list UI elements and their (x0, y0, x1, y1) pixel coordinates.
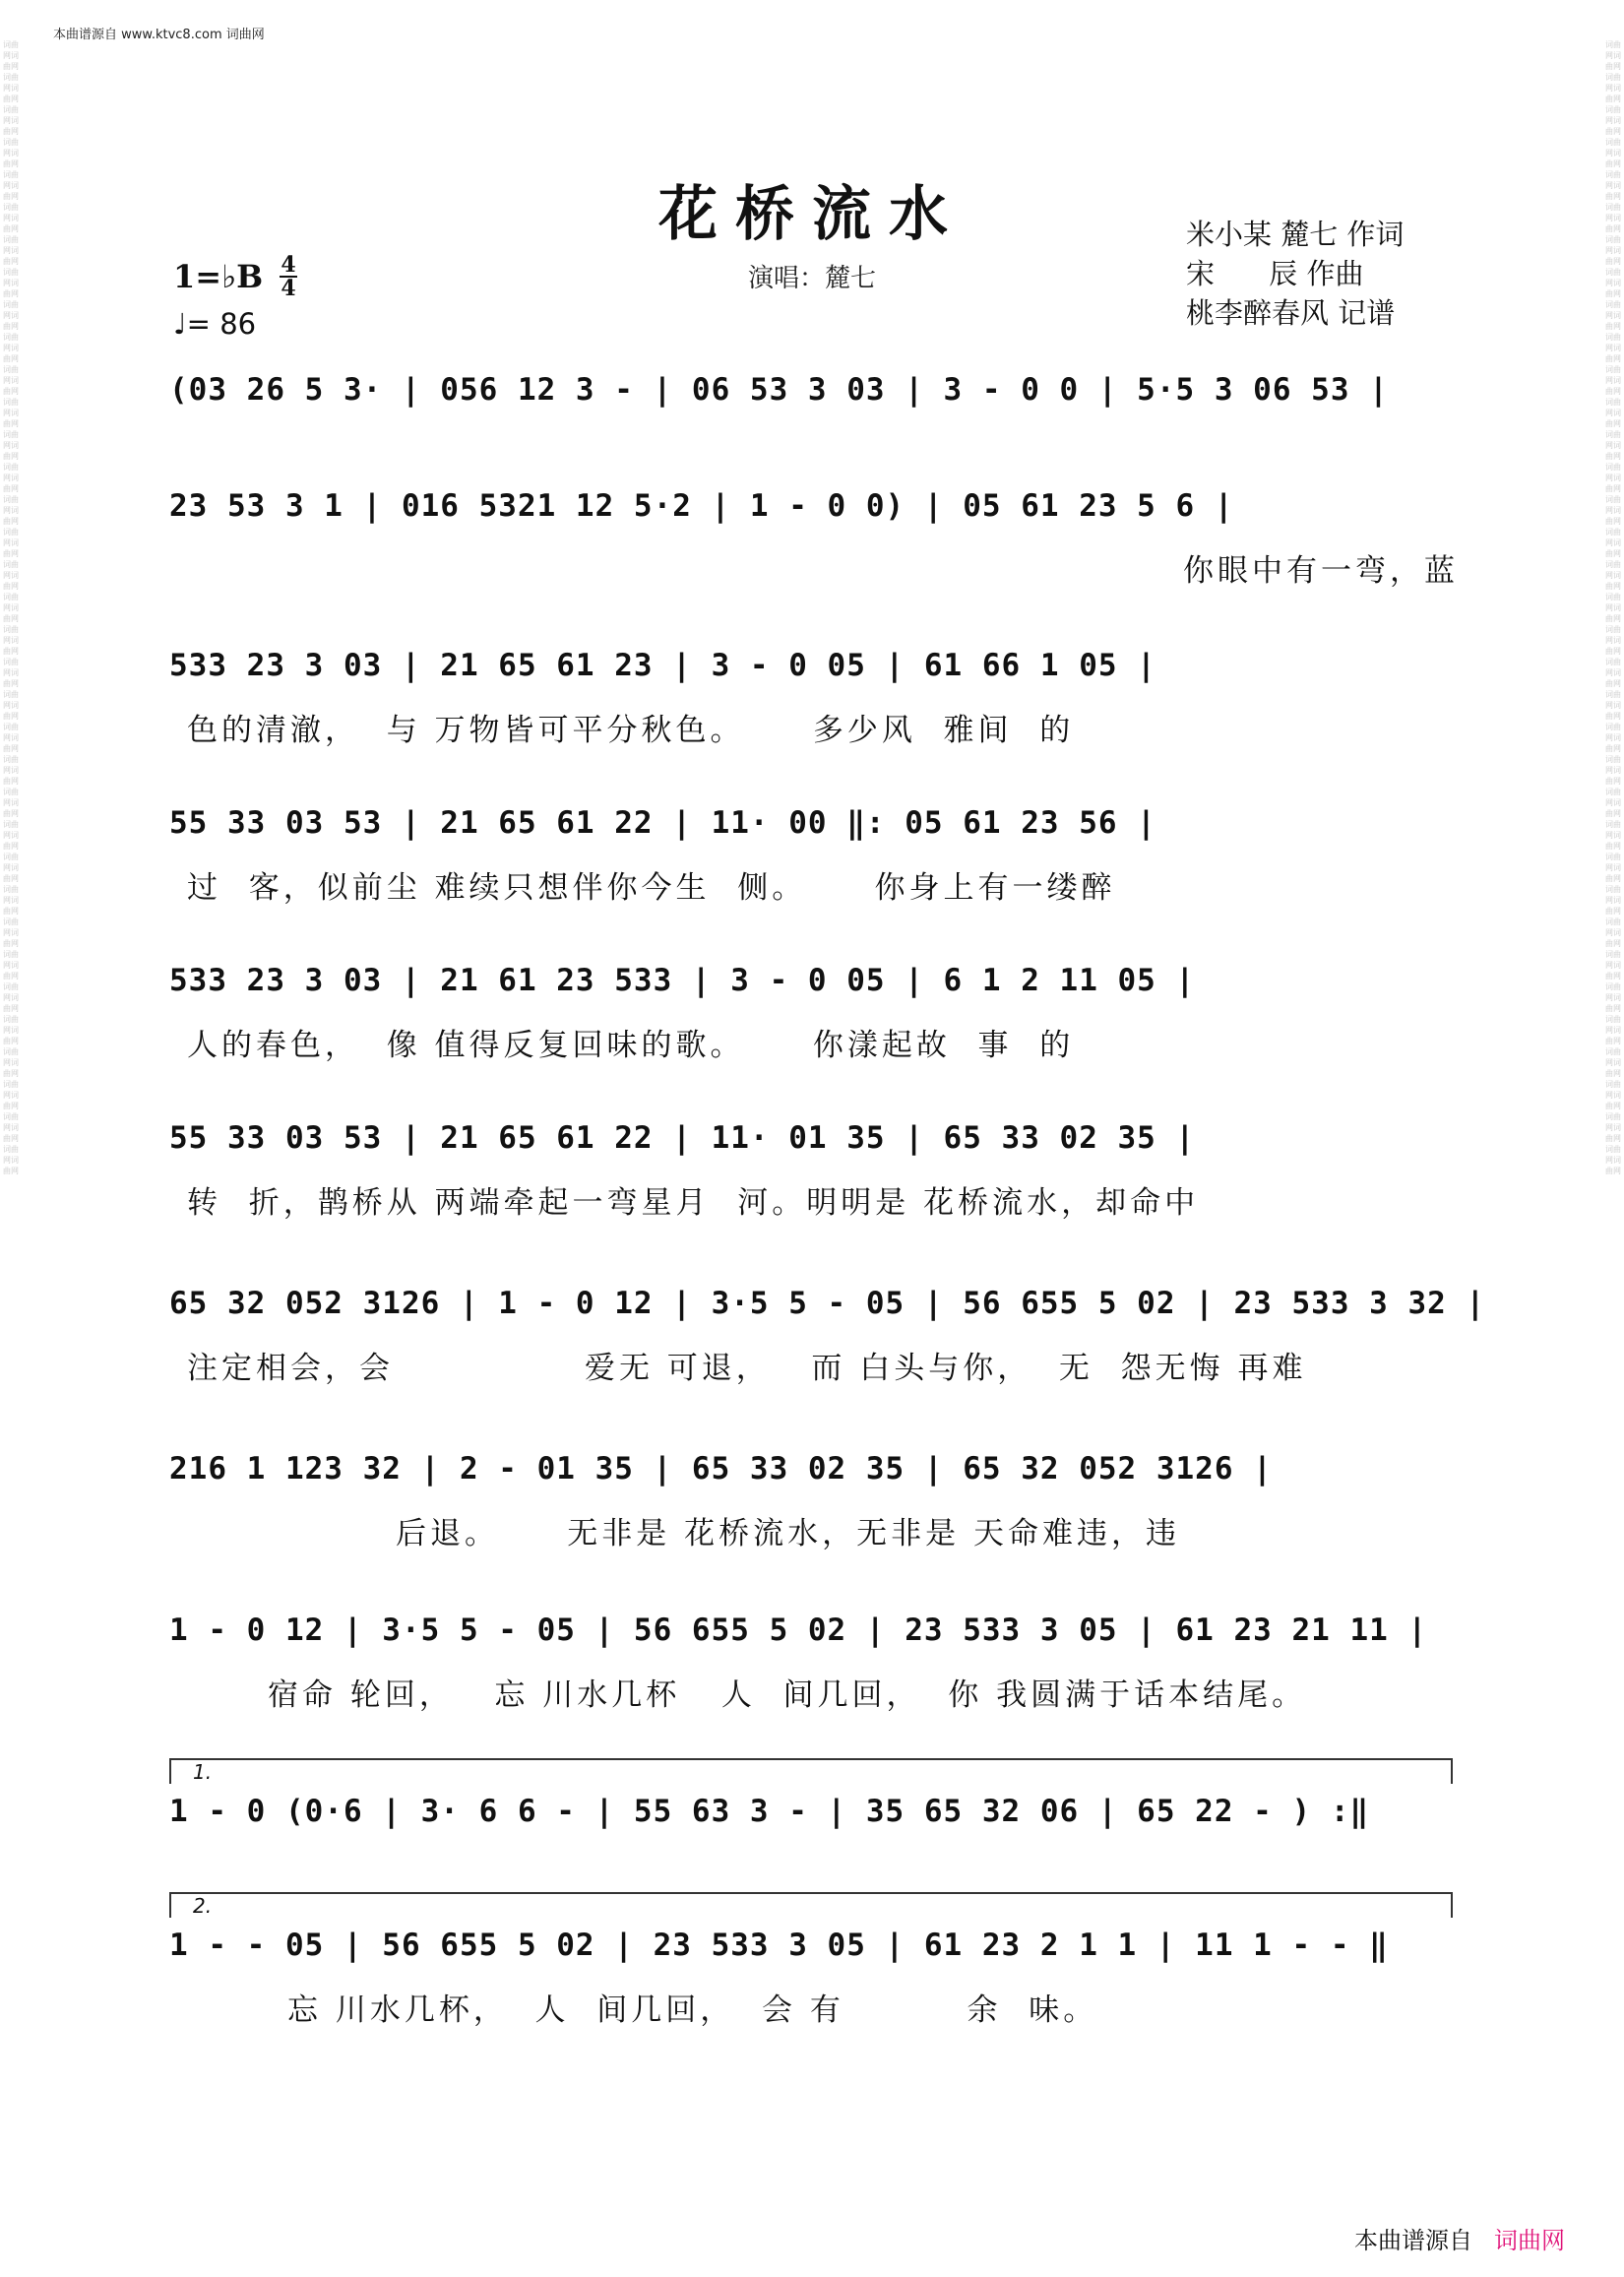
lyrics-line: 过 客，似前尘 难续只想伴你今生 侧。 你身上有一缕醉 (187, 870, 1116, 906)
lyrics-line: 宿命 轮回， 忘 川水几杯 人 间几回， 你 我圆满于话本结尾。 (268, 1677, 1307, 1713)
second-ending-label: 2. (193, 1894, 213, 1918)
footer-source-label: 本曲谱源自 (1354, 2227, 1472, 2254)
staff-system-6 (169, 1120, 1459, 1222)
second-ending-bracket (169, 1892, 1453, 1918)
time-signature-top: 4 (281, 252, 296, 278)
footer-site-link[interactable]: 词曲网 (1494, 2227, 1565, 2254)
song-title: 花桥流水 (658, 180, 966, 249)
first-ending-bracket (169, 1758, 1453, 1784)
lyrics-line: 后退。 无非是 花桥流水，无非是 天命难违，违 (396, 1516, 1180, 1551)
time-signature (280, 254, 297, 299)
notation-line: 216 1 123 32 | 2 - 01 35 | 65 33 02 35 | 65 32 052 3126 | (169, 1451, 1273, 1486)
footer-source (1354, 2221, 1565, 2255)
transcriber-credit: 桃李醉春风 记谱 (1186, 296, 1396, 330)
notation-line: 23 53 3 1 | 016 5321 12 5·2 | 1 - 0 0) | 05 61 23 5 6 | (169, 488, 1234, 524)
lyrics-line: 你眼中有一弯，蓝 (1183, 553, 1459, 589)
notation-line: (03 26 5 3· | 056 12 3 - | 06 53 3 03 | 3 - 0 0 | 5·5 3 06 53 | (169, 372, 1389, 408)
notation-line: 65 32 052 3126 | 1 - 0 12 | 3·5 5 - 05 | 56 655 5 02 | 23 533 3 32 | (169, 1286, 1486, 1321)
staff-system-5 (169, 963, 1459, 1064)
lyrics-line: 色的清澈， 与 万物皆可平分秋色。 多少风 雅间 的 (187, 713, 1075, 748)
staff-system-7 (169, 1286, 1486, 1387)
staff-system-11 (169, 1928, 1459, 2029)
lyrics-line: 转 折，鹊桥从 两端牵起一弯星月 河。明明是 花桥流水，却命中 (187, 1185, 1200, 1221)
notation-line: 55 33 03 53 | 21 65 61 22 | 11· 01 35 | 65 33 02 35 | (169, 1120, 1196, 1156)
notation-line: 533 23 3 03 | 21 61 23 533 | 3 - 0 05 | 6 1 2 11 05 | (169, 963, 1196, 998)
staff-system-10 (169, 1794, 1459, 1829)
notation-line: 55 33 03 53 | 21 65 61 22 | 11· 00 ‖: 05 61 23 56 | (169, 805, 1156, 841)
staff-system-9 (169, 1613, 1459, 1714)
staff-system-3 (169, 648, 1459, 749)
notation-line: 1 - 0 12 | 3·5 5 - 05 | 56 655 5 02 | 23 533 3 05 | 61 23 21 11 | (169, 1613, 1428, 1648)
key-signature: 1=♭B (173, 258, 264, 295)
lyricist-credit: 米小某 麓七 作词 (1186, 218, 1405, 251)
composer-credit: 宋 辰 作曲 (1186, 257, 1364, 290)
lyrics-line: 人的春色， 像 值得反复回味的歌。 你漾起故 事 的 (187, 1028, 1075, 1063)
staff-system-8 (169, 1451, 1459, 1552)
credits-block (1186, 215, 1404, 333)
staff-system-1 (169, 372, 1459, 408)
first-ending-label: 1. (193, 1760, 213, 1784)
staff-system-4 (169, 805, 1459, 907)
right-watermark-strip: 词曲网词曲网词曲网词曲网词曲网词曲网词曲网词曲网词曲网词曲网词曲网词曲网词曲网词曲网词曲网词曲网词曲网词曲网词曲网词曲网词曲网词曲网词曲网词曲网词曲网词曲网词曲网词曲网词曲网词曲网词曲网词曲网词曲网词曲网词曲网词曲网词曲网词曲网词曲网词曲网词曲网词曲网词曲网词曲网词曲网词曲网词曲网词曲网词曲网词曲网词曲网词曲网词曲网词曲网词曲网词曲网词曲网词曲网词曲网词曲网词曲网词曲网词曲网词曲网词曲网词曲网词曲网词曲网词曲网词曲网 (1605, 40, 1621, 1175)
notation-line: 1 - 0 (0·6 | 3· 6 6 - | 55 63 3 - | 35 65 32 06 | 65 22 - ) :‖ (169, 1794, 1370, 1829)
source-label: 本曲谱源自 www.ktvc8.com 词曲网 (53, 28, 265, 42)
tempo-marking: ♩= 86 (173, 307, 257, 341)
singer-credit: 演唱：麓七 (747, 264, 876, 293)
time-signature-bottom: 4 (281, 276, 296, 301)
notation-line: 1 - - 05 | 56 655 5 02 | 23 533 3 05 | 61 23 2 1 1 | 11 1 - - ‖ (169, 1928, 1389, 1963)
notation-line: 533 23 3 03 | 21 65 61 23 | 3 - 0 05 | 61 66 1 05 | (169, 648, 1156, 683)
left-watermark-strip: 词曲网词曲网词曲网词曲网词曲网词曲网词曲网词曲网词曲网词曲网词曲网词曲网词曲网词曲网词曲网词曲网词曲网词曲网词曲网词曲网词曲网词曲网词曲网词曲网词曲网词曲网词曲网词曲网词曲网词曲网词曲网词曲网词曲网词曲网词曲网词曲网词曲网词曲网词曲网词曲网词曲网词曲网词曲网词曲网词曲网词曲网词曲网词曲网词曲网词曲网词曲网词曲网词曲网词曲网词曲网词曲网词曲网词曲网词曲网词曲网词曲网词曲网词曲网词曲网词曲网词曲网词曲网词曲网词曲网词曲网 (3, 40, 19, 1175)
staff-system-2 (169, 488, 1459, 590)
lyrics-line: 忘 川水几杯， 人 间几回， 会 有 余 味。 (287, 1992, 1098, 2028)
lyrics-line: 注定相会，会 爱无 可退， 而 白头与你， 无 怨无悔 再难 (187, 1351, 1307, 1386)
